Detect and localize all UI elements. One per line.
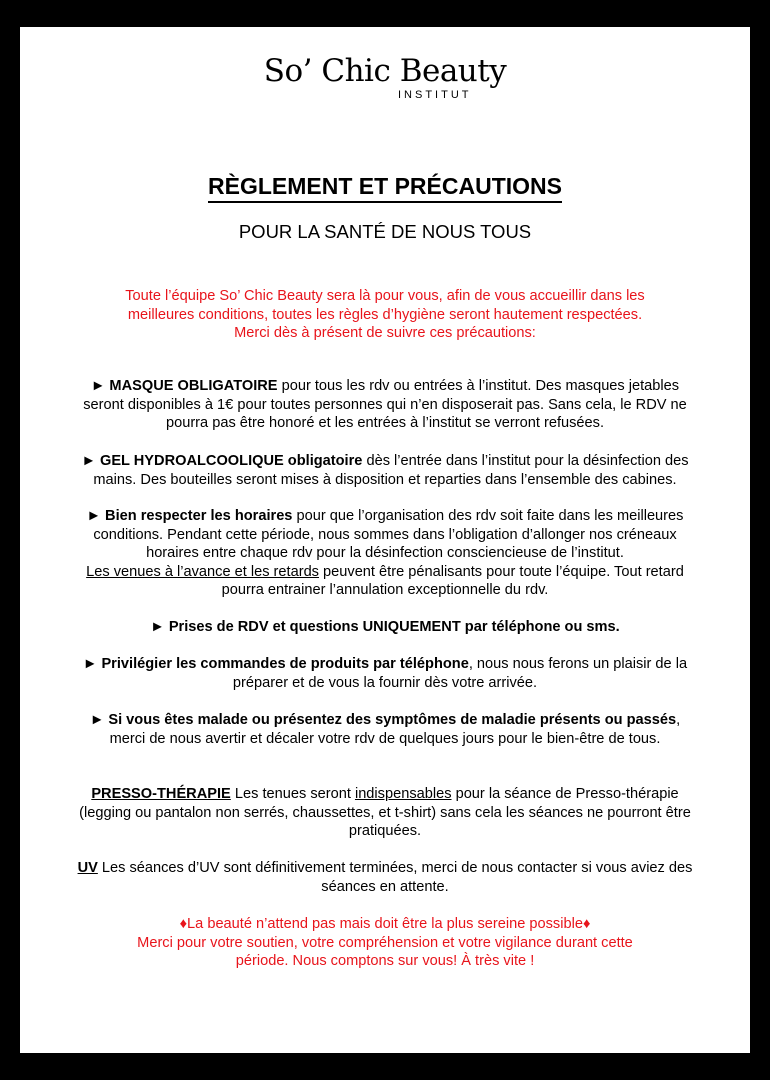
presso-text: pour la séance de Presso-thérapie <box>455 786 679 802</box>
rule-heading: Privilégier les commandes de produits par téléphone <box>101 656 469 672</box>
closing-line: période. Nous comptons sur vous! À très vite ! <box>235 953 535 969</box>
uv-text: Les séances d’UV sont définitivement terminées, merci de nous contacter si vous aviez des <box>101 860 693 876</box>
bullet-arrow-icon: ► <box>150 619 165 635</box>
page-title-text: RÈGLEMENT ET PRÉCAUTIONS <box>208 173 562 203</box>
rule-heading: MASQUE OBLIGATOIRE <box>109 378 278 394</box>
rule-text: , nous nous ferons un plaisir de la <box>468 656 688 672</box>
presso-section <box>26 785 744 841</box>
rule-text: pourra entrainer l’annulation exceptionnelle du rdv. <box>221 582 549 598</box>
intro-line: Merci dès à présent de suivre ces précautions: <box>234 325 536 341</box>
intro-line: meilleures conditions, toutes les règles d’hygiène seront hautement respectées. <box>127 306 643 323</box>
rule-heading: Prises de RDV et questions UNIQUEMENT par téléphone ou sms. <box>168 619 620 635</box>
rule-masque <box>26 377 744 433</box>
presso-text: pratiquées. <box>348 823 422 839</box>
logo-name: So’ Chic Beauty <box>263 53 507 89</box>
presso-label: PRESSO-THÉRAPIE <box>91 786 231 802</box>
rule-text: mains. Des bouteilles seront mises à disposition et reparties dans l’ensemble des cabines. <box>93 471 677 488</box>
rule-commandes <box>26 655 744 692</box>
rule-heading: Si vous êtes malade ou présentez des symptômes de maladie présents ou passés <box>108 712 677 728</box>
page-title <box>20 173 750 199</box>
uv-label: UV <box>77 860 98 876</box>
intro-line: Toute l’équipe So’ Chic Beauty sera là pour vous, afin de vous accueillir dans les <box>125 288 645 304</box>
rule-horaires <box>26 507 744 600</box>
rule-text: pour tous les rdv ou entrées à l’institut. Des masques jetables <box>281 378 680 394</box>
logo-subtitle: INSTITUT <box>398 89 472 101</box>
rule-text: horaires entre chaque rdv pour la désinfection consciencieuse de l’institut. <box>146 545 624 561</box>
bullet-arrow-icon: ► <box>81 453 96 469</box>
bullet-arrow-icon: ► <box>86 508 101 524</box>
closing-message <box>26 915 744 971</box>
rule-rdv <box>26 618 744 637</box>
presso-text: Les tenues seront <box>234 786 351 802</box>
rule-text: peuvent être pénalisants pour toute l’équipe. Tout retard <box>323 563 684 580</box>
presso-text: (legging ou pantalon non serrés, chaussettes, et t-shirt) sans cela les séances ne pourront être <box>79 804 691 821</box>
rule-heading: GEL HYDROALCOOLIQUE obligatoire <box>99 453 363 469</box>
bullet-arrow-icon: ► <box>82 656 98 672</box>
rule-text: seront disponibles à 1€ pour toutes personnes qui n’en disposerait pas. Sans cela, le RDV ne <box>83 396 687 413</box>
rule-text: merci de nous avertir et décaler votre rdv de quelques jours pour le bien-être de tous. <box>109 730 661 747</box>
closing-line: ♦La beauté n’attend pas mais doit être la plus sereine possible♦ <box>179 916 591 932</box>
rule-text: pour que l’organisation des rdv soit faite dans les meilleures <box>296 508 684 524</box>
closing-line: Merci pour votre soutien, votre compréhension et votre vigilance durant cette <box>137 934 633 951</box>
brand-logo <box>20 53 750 101</box>
rule-underlined-text: Les venues à l’avance et les retards <box>86 563 319 580</box>
rule-gel <box>26 452 744 489</box>
rule-heading: Bien respecter les horaires <box>105 508 293 524</box>
bullet-arrow-icon: ► <box>90 378 106 394</box>
intro-paragraph <box>26 287 744 343</box>
rule-malade <box>26 711 744 748</box>
bullet-arrow-icon: ► <box>89 712 105 728</box>
uv-text: séances en attente. <box>321 878 449 895</box>
rule-text: dès l’entrée dans l’institut pour la désinfection des <box>366 453 689 469</box>
rule-text: pourra pas être honoré et les entrées à l’institut se verront refusées. <box>165 415 605 431</box>
presso-underlined: indispensables <box>354 786 452 802</box>
document-page <box>20 27 750 1053</box>
rule-text: préparer et de vous la fournir dès votre arrivée. <box>232 674 538 691</box>
rule-text: conditions. Pendant cette période, nous sommes dans l’obligation d’allonger nos créneaux <box>93 526 677 543</box>
rule-text: , <box>676 712 681 728</box>
page-subtitle: POUR LA SANTÉ DE NOUS TOUS <box>238 221 532 242</box>
uv-section <box>26 859 744 896</box>
